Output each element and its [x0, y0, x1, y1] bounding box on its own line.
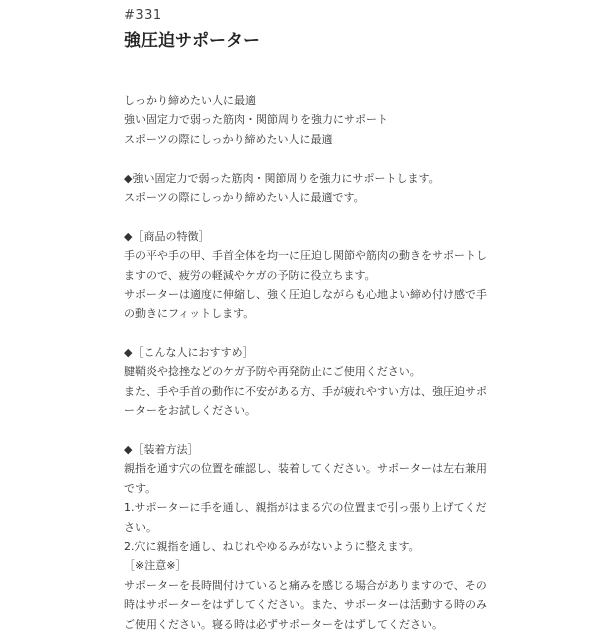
- usage-line: 2.穴に親指を通し、ねじれやゆるみがないように整えます。: [124, 539, 420, 553]
- spacer: [124, 421, 492, 440]
- features-line: サポーターは適度に伸縮し、強く圧迫しながらも心地よい締め付け感で手: [124, 287, 487, 301]
- intro-section: [124, 91, 492, 149]
- recommended-heading: ◆［こんな人におすすめ］: [124, 346, 254, 360]
- product-number: #331: [124, 8, 162, 23]
- features-heading: ◆［商品の特徴］: [124, 229, 210, 243]
- usage-line: です。: [124, 481, 157, 495]
- recommended-line: 腱鞘炎や捻挫などのケガ予防や再発防止にご使用ください。: [124, 365, 421, 379]
- features-line: ますので、疲労の軽減やケガの予防に役立ちます。: [124, 268, 376, 282]
- intro-line: しっかり締めたい人に最適: [124, 94, 256, 107]
- features-section: [124, 227, 492, 324]
- caution-line: ご使用ください。寝る時は必ずサポーターをはずしてください。: [124, 617, 443, 631]
- caution-section: [124, 556, 492, 634]
- features-line: 手の平や手の甲、手首全体を均一に圧迫し関節や筋肉の動きをサポートし: [124, 249, 487, 263]
- usage-line: 1.サポーターに手を通し、親指がはまる穴の位置まで引っ張り上げてくだ: [124, 501, 487, 515]
- caution-heading: ［※注意※］: [124, 559, 187, 573]
- spacer: [124, 207, 492, 226]
- summary-section: [124, 169, 492, 208]
- usage-heading: ◆［装着方法］: [124, 443, 199, 457]
- recommended-line: ーターをお試しください。: [124, 404, 256, 418]
- caution-line: 時はサポーターをはずしてください。また、サポーターは活動する時のみ: [124, 598, 487, 612]
- usage-section: [124, 440, 492, 556]
- spacer: [124, 324, 492, 343]
- intro-line: スポーツの際にしっかり締めたい人に最適: [124, 132, 333, 146]
- caution-line: サポーターを長時間付けていると痛みを感じる場合がありますので、その: [124, 578, 487, 592]
- usage-line: さい。: [124, 520, 157, 534]
- recommended-section: [124, 343, 492, 421]
- usage-line: 親指を通す穴の位置を確認し、装着してください。サポーターは左右兼用: [124, 462, 487, 476]
- intro-line: 強い固定力で弱った筋肉・関節周りを強力にサポート: [124, 113, 388, 127]
- summary-line: ◆強い固定力で弱った筋肉・関節周りを強力にサポートします。: [124, 171, 440, 185]
- product-description: [124, 91, 492, 634]
- product-header: [124, 8, 584, 52]
- features-line: の動きにフィットします。: [124, 307, 255, 321]
- spacer: [124, 149, 492, 168]
- summary-line: スポーツの際にしっかり締めたい人に最適です。: [124, 190, 365, 204]
- product-title: 強圧迫サポーター: [124, 31, 260, 51]
- recommended-line: また、手や手首の動作に不安がある方、手が疲れやすい方は、強圧迫サポ: [124, 384, 487, 398]
